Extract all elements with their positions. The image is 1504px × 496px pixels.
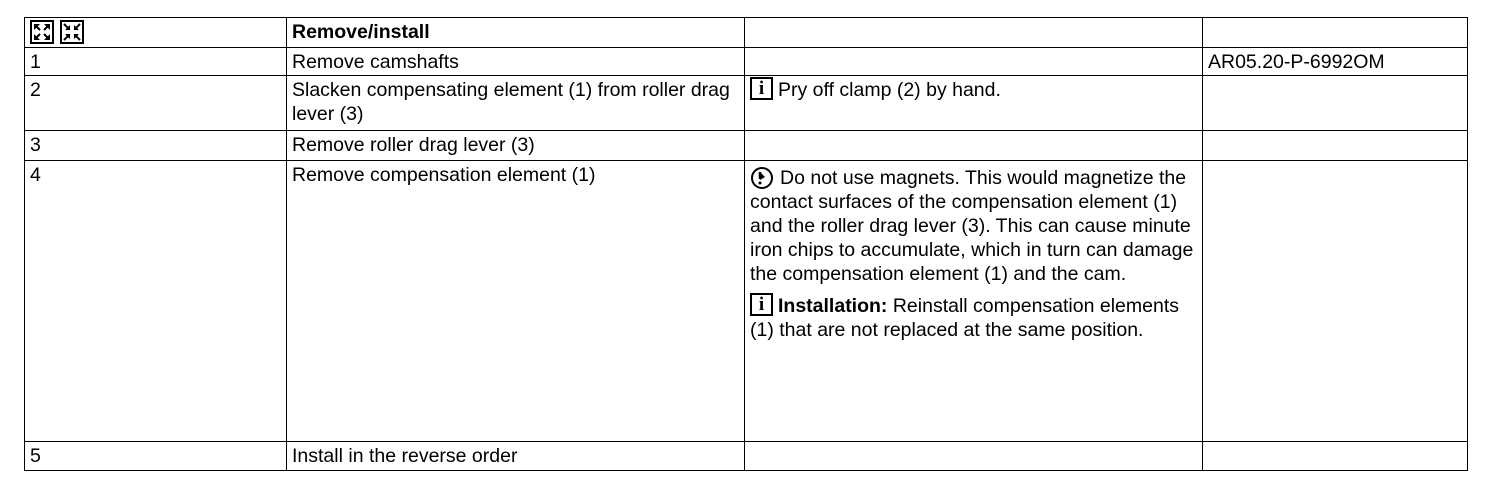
reference-cell: [1203, 76, 1468, 131]
step-number: 4: [25, 161, 287, 442]
table-row: [25, 48, 1468, 76]
step-text: Remove roller drag lever (3): [287, 131, 745, 161]
installation-paragraph: [750, 294, 1197, 342]
step-text: Slacken compensating element (1) from roller drag lever (3): [287, 76, 745, 131]
step-text: Remove compensation element (1): [287, 161, 745, 442]
installation-text: Reinstall compensation elements (1) that are not replaced at the same position.: [750, 295, 1179, 341]
warning-icon: [750, 166, 774, 190]
procedure-table: [24, 17, 1468, 471]
reference-cell: [1203, 131, 1468, 161]
step-text: Remove camshafts: [287, 48, 745, 76]
step-note: [745, 131, 1203, 161]
header-empty-cell: [745, 18, 1203, 48]
table-row: [25, 131, 1468, 161]
header-title: Remove/install: [287, 18, 745, 48]
expand-all-icon[interactable]: [30, 20, 54, 44]
step-note: [745, 442, 1203, 471]
reference-link[interactable]: AR05.20-P-6992OM: [1203, 48, 1468, 76]
table-row: [25, 442, 1468, 471]
step-number: 3: [25, 131, 287, 161]
installation-label: Installation:: [778, 295, 888, 317]
header-row: [25, 18, 1468, 48]
step-note: [745, 161, 1203, 442]
reference-cell: [1203, 442, 1468, 471]
step-number: 2: [25, 76, 287, 131]
note-text: Pry off clamp (2) by hand.: [778, 79, 1001, 101]
info-icon: i: [750, 293, 773, 316]
step-text: Install in the reverse order: [287, 442, 745, 471]
step-note: [745, 48, 1203, 76]
info-icon: i: [750, 77, 773, 100]
step-number: 1: [25, 48, 287, 76]
header-icons-cell: [25, 18, 287, 48]
reference-cell: [1203, 161, 1468, 442]
step-number: 5: [25, 442, 287, 471]
warning-paragraph: [750, 166, 1197, 286]
table-row: [25, 76, 1468, 131]
warning-text: Do not use magnets. This would magnetize the contact surfaces of the compensation element (1) and the roller drag lever (3). This can cause minute iron chips to accumulate, which in turn can damage the compensation element (1) and the cam.: [750, 167, 1194, 285]
header-empty-cell: [1203, 18, 1468, 48]
table-row: [25, 161, 1468, 442]
collapse-all-icon[interactable]: [60, 20, 84, 44]
step-note: [745, 76, 1203, 131]
